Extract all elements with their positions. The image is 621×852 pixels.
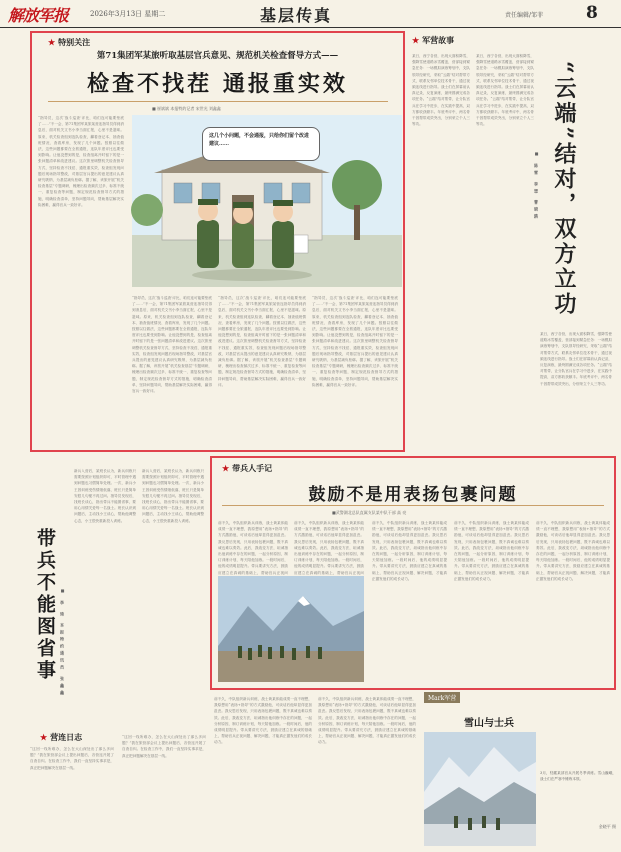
- article3-body-col5: 前不久，中队组织新兵训练，战士黄某体能成绩一直不理想，我原想用“表扬+指导”的方式激励他，可谈话后他却显得更加沮丧。我反思后发现，只用表扬包裹问题，既不真诚也难以奏效。此后，我改变方法，坦诚指出他训练中存在的问题，一起分析原因，制订训练计划，每天陪他加练。一段时间后，他的成绩明显提升。带兵要讲究方法，鼓励应建立在真诚的基础上，帮助官兵正视问题、解决问题，才能真正激发他们的成长动力。: [536, 521, 610, 581]
- article1-kicker: 第71集团军某旅听取基层官兵意见、规范机关检查督导方式——: [96, 51, 339, 61]
- article1-byline: ■ 崔斌斌 本报特约记者 宋世光 刘鑫鑫: [152, 106, 221, 111]
- article3-body-col3: 前不久，中队组织新兵训练，战士黄某体能成绩一直不理想，我原想用“表扬+指导”的方式激励他，可谈话后他却显得更加沮丧。我反思后发现，只用表扬包裹问题，既不真诚也难以奏效。此后，我改变方法，坦诚指出他训练中存在的问题，一起分析原因，制订训练计划，每天陪他加练。一段时间后，他的成绩明显提升。带兵要讲究方法，鼓励应建立在真诚的基础上，帮助官兵正视问题、解决问题，才能真正激发他们的成长动力。: [372, 521, 447, 581]
- article-commander-notes[interactable]: [210, 456, 616, 690]
- page-title: 基层传真: [260, 6, 333, 25]
- article4-body-col1: 新兵入营后，某班长认为，新兵训练只需要按照计划组织即可，平时管理中遇到问题也习惯简单处理。一次，新兵小王因训练受伤情绪低落，班长只是简单安慰几句便不再过问。指导员发现后，找班长谈心，指出带兵不能图省事，要用心用情关爱每一名战士。班长认识到问题后，主动找小王谈心，帮助他调整心态，小王很快重新投入训练。: [74, 469, 136, 523]
- article-leading-soldiers[interactable]: [30, 458, 208, 728]
- article1-body-col4: “指导员，这次‘战斗巡查’评比，咱们连可能要垫底了……”不一会，第71集团军某旅某营连指导员得到消息后，面对机关文书小李当面汇报，心里不是滋味。原来，机关检查组到连队检查，翻看登记本、抽查值班情况、查看库房，发现了几个问题。按照以往做法，这些问题都要在全旅通报，连队年度评比也要受到影响。让他没想到的是，检查组离开时留下的是一张问题清单和改进建议。这次旅里调整机关检查督导方式，坚持检查不找茬、通报重实效，检查组发现问题后现场指导整改，对基层官兵提出的意见建议认真研究吸纳，为基层减负松绑。据了解，该旅开展“机关检查基层”专题调研，梳理出检查频次过多、标准不统一、重复检查等问题，制定规范检查督导方式的措施，明确检查清单，坚持问题导向，帮助基层解决实际困难，赢得官兵一致好评。: [312, 296, 398, 387]
- photo-caption-block: [540, 770, 616, 830]
- editor-credit: 责任编辑/邹菲: [505, 12, 544, 19]
- article3-rule: [222, 505, 604, 506]
- article-special-focus[interactable]: [30, 31, 405, 452]
- article4-headline: 带兵不能图省事: [34, 528, 56, 682]
- masthead-rule: [0, 27, 621, 28]
- photo-feature-tag: Mark军营: [424, 692, 460, 703]
- article1-headline: 检查不找茬 通报重实效: [87, 71, 348, 97]
- photo-credit: 金晓平 摄: [598, 824, 616, 829]
- section-tag-barracks-story: ★ 军营故事: [412, 35, 454, 46]
- article2-body-col3: 某日，西宁各营，出现大面积降雪，强降雪使道路冰雪覆盖，营部接到紧急任务：一场模拟演练筹划中，支队领导经研究，采取“云端”结对帮带方式，联系友邻单位技术骨干，通过视频连线进行指导。战士们在屏幕前认真记录，反复演练，最终圆满完成各项任务。“云端”结对帮带，让分队官兵在学习中进步，在实践中提高，双方都收获颇丰。年底考评中，两名骨干因帮带成效突出，分别荣立个人三等功。: [540, 332, 612, 386]
- section-tag-special-focus: ★ 特别关注: [48, 37, 90, 48]
- article3-byline: ■武警湖北总队直属支队某中队干部 高 亮: [332, 510, 407, 515]
- masthead: [0, 0, 621, 28]
- newspaper-logo: 解放军报: [8, 6, 69, 25]
- continuation-col2: 前不久，中队组织新兵训练，战士黄某体能成绩一直不理想，我原想用“表扬+指导”的方式激励他，可谈话后他却显得更加沮丧。我反思后发现，只用表扬包裹问题，既不真诚也难以奏效。此后，我改变方法，坦诚指出他训练中存在的问题，一起分析原因，制订训练计划，每天陪他加练。一段时间后，他的成绩明显提升。带兵要讲究方法，鼓励应建立在真诚的基础上，帮助官兵正视问题、解决问题，才能真正激发他们的成长动力。: [318, 697, 416, 745]
- article5-body-col2: “这回一线所难办，怎么在大山深处出了那么多问题？”我在旅营部会议上提出问题后，各营连开展了自查自纠。在检查工作中，我们一直坚持实事求是，真正把问题解决在基层一线。: [122, 735, 206, 758]
- article1-body-col2: “指导员，这次‘战斗巡查’评比，咱们连可能要垫底了……”不一会，第71集团军某旅某营连指导员得到消息后，面对机关文书小李当面汇报，心里不是滋味。原来，机关检查组到连队检查，翻看登记本、抽查值班情况、查看库房，发现了几个问题。按照以往做法，这些问题都要在全旅通报，连队年度评比也要受到影响。让他没想到的是，检查组离开时留下的是一张问题清单和改进建议。这次旅里调整机关检查督导方式，坚持检查不找茬、通报重实效，检查组发现问题后现场指导整改，对基层官兵提出的意见建议认真研究吸纳，为基层减负松绑。据了解，该旅开展“机关检查基层”专题调研，梳理出检查频次过多、标准不统一、重复检查等问题，制定规范检查督导方式的措施，明确检查清单，坚持问题导向，帮助基层解决实际困难，赢得官兵一致好评。: [132, 296, 212, 394]
- section-tag-commander-notes: ★ 带兵人手记: [222, 463, 272, 474]
- article3-photo: [218, 576, 364, 682]
- article5-body-col1: “这回一线所难办，怎么在大山深处出了那么多问题？”我在旅营部会议上提出问题后，各营连开展了自查自纠。在检查工作中，我们一直坚持实事求是，真正把问题解决在基层一线。: [30, 747, 114, 770]
- article1-body-col1: “指导员，这次‘战斗巡查’评比，咱们连可能要垫底了……”不一会，第71集团军某旅某营连指导员得到消息后，面对机关文书小李当面汇报，心里不是滋味。原来，机关检查组到连队检查，翻看登记本、抽查值班情况、查看库房，发现了几个问题。按照以往做法，这些问题都要在全旅通报，连队年度评比也要受到影响。让他没想到的是，检查组离开时留下的是一张问题清单和改进建议。这次旅里调整机关检查督导方式，坚持检查不找茬、通报重实效，检查组发现问题后现场指导整改，对基层官兵提出的意见建议认真研究吸纳，为基层减负松绑。据了解，该旅开展“机关检查基层”专题调研，梳理出检查频次过多、标准不统一、重复检查等问题，制定规范检查督导方式的措施，明确检查清单，坚持问题导向，帮助基层解决实际困难，赢得官兵一致好评。: [38, 116, 124, 207]
- article-camp-log[interactable]: [30, 732, 208, 848]
- article-barracks-story[interactable]: [412, 31, 617, 451]
- headline-rule: [48, 101, 388, 102]
- article2-body-col1: 某日，西宁各营，出现大面积降雪，强降雪使道路冰雪覆盖，营部接到紧急任务：一场模拟演练筹划中，支队领导经研究，采取“云端”结对帮带方式，联系友邻单位技术骨干，通过视频连线进行指导。战士们在屏幕前认真记录，反复演练，最终圆满完成各项任务。“云端”结对帮带，让分队官兵在学习中进步，在实践中提高，双方都收获颇丰。年底考评中，两名骨干因帮带成效突出，分别荣立个人三等功。: [412, 54, 470, 127]
- article1-body-col3: “指导员，这次‘战斗巡查’评比，咱们连可能要垫底了……”不一会，第71集团军某旅某营连指导员得到消息后，面对机关文书小李当面汇报，心里不是滋味。原来，机关检查组到连队检查，翻看登记本、抽查值班情况、查看库房，发现了几个问题。按照以往做法，这些问题都要在全旅通报，连队年度评比也要受到影响。让他没想到的是，检查组离开时留下的是一张问题清单和改进建议。这次旅里调整机关检查督导方式，坚持检查不找茬、通报重实效，检查组发现问题后现场指导整改，对基层官兵提出的意见建议认真研究吸纳，为基层减负松绑。据了解，该旅开展“机关检查基层”专题调研，梳理出检查频次过多、标准不统一、重复检查等问题，制定规范检查督导方式的措施，明确检查清单，坚持问题导向，帮助基层解决实际困难，赢得官兵一致好评。: [218, 296, 306, 387]
- article1-illustration: [132, 115, 402, 287]
- photo-feature-image: [424, 732, 536, 846]
- section-tag-camp-log: ★ 营连日志: [40, 732, 82, 743]
- dateline: 2026年3月13日 星期二: [90, 10, 166, 18]
- article3-body-col1: 前不久，中队组织新兵训练，战士黄某体能成绩一直不理想，我原想用“表扬+指导”的方式激励他，可谈话后他却显得更加沮丧。我反思后发现，只用表扬包裹问题，既不真诚也难以奏效。此后，我改变方法，坦诚指出他训练中存在的问题，一起分析原因，制订训练计划，每天陪他加练。一段时间后，他的成绩明显提升。带兵要讲究方法，鼓励应建立在真诚的基础上，帮助官兵正视问: [218, 521, 288, 575]
- page-number: 8: [586, 3, 598, 23]
- article2-body-col2: 某日，西宁各营，出现大面积降雪，强降雪使道路冰雪覆盖，营部接到紧急任务：一场模拟演练筹划中，支队领导经研究，采取“云端”结对帮带方式，联系友邻单位技术骨干，通过视频连线进行指导。战士们在屏幕前认真记录，反复演练，最终圆满完成各项任务。“云端”结对帮带，让分队官兵在学习中进步，在实践中提高，双方都收获颇丰。年底考评中，两名骨干因帮带成效突出，分别荣立个人三等功。: [476, 54, 534, 127]
- article3-body-col2: 前不久，中队组织新兵训练，战士黄某体能成绩一直不理想，我原想用“表扬+指导”的方式激励他，可谈话后他却显得更加沮丧。我反思后发现，只用表扬包裹问题，既不真诚也难以奏效。此后，我改变方法，坦诚指出他训练中存在的问题，一起分析原因，制订训练计划，每天陪他加练。一段时间后，他的成绩明显提升。带兵要讲究方法，鼓励应建立在真诚的基础上，帮助官兵正视问: [294, 521, 364, 575]
- photo-feature[interactable]: [424, 692, 536, 848]
- article3-headline: 鼓励不是用表扬包裹问题: [308, 485, 518, 505]
- speech-bubble: 这几个小问题，不会通报，只给你们留个改进建议……: [202, 127, 320, 161]
- article3-body-col4: 前不久，中队组织新兵训练，战士黄某体能成绩一直不理想，我原想用“表扬+指导”的方式激励他，可谈话后他却显得更加沮丧。我反思后发现，只用表扬包裹问题，既不真诚也难以奏效。此后，我改变方法，坦诚指出他训练中存在的问题，一起分析原因，制订训练计划，每天陪他加练。一段时间后，他的成绩明显提升。带兵要讲究方法，鼓励应建立在真诚的基础上，帮助官兵正视问题、解决问题，才能真正激发他们的成长动力。: [454, 521, 529, 581]
- article4-body-col2: 新兵入营后，某班长认为，新兵训练只需要按照计划组织即可，平时管理中遇到问题也习惯简单处理。一次，新兵小王因训练受伤情绪低落，班长只是简单安慰几句便不再过问。指导员发现后，找班长谈心，指出带兵不能图省事，要用心用情关爱每一名战士。班长认识到问题后，主动找小王谈心，帮助他调整心态，小王很快重新投入训练。: [142, 469, 204, 523]
- article2-byline: ■ 陈雪 李想 曹晓鸥: [534, 151, 539, 222]
- article2-headline: “云端”结对，双方立功: [551, 61, 577, 318]
- photo-caption: 3月，驻藏某部官兵开展冬季训练。雪山巍峨，战士们在严寒中锤炼本领。: [540, 771, 616, 782]
- photo-feature-title: 雪山与士兵: [464, 718, 514, 729]
- article4-byline: ■ 李 琦 本报特约通讯员 张鑫鑫: [60, 588, 65, 698]
- continuation-col1: 前不久，中队组织新兵训练，战士黄某体能成绩一直不理想，我原想用“表扬+指导”的方式激励他，可谈话后他却显得更加沮丧。我反思后发现，只用表扬包裹问题，既不真诚也难以奏效。此后，我改变方法，坦诚指出他训练中存在的问题，一起分析原因，制订训练计划，每天陪他加练。一段时间后，他的成绩明显提升。带兵要讲究方法，鼓励应建立在真诚的基础上，帮助官兵正视问题、解决问题，才能真正激发他们的成长动力。: [214, 697, 312, 745]
